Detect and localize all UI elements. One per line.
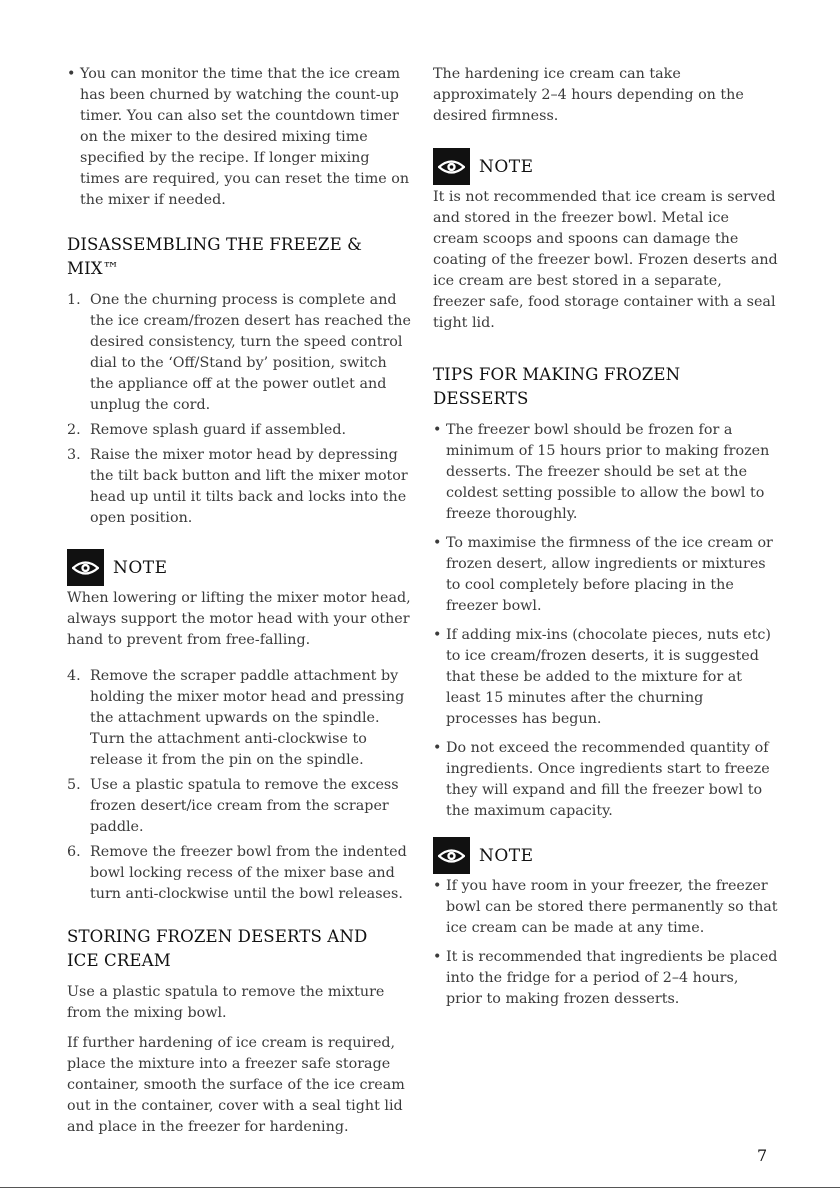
step-item [67,290,412,416]
disassembling-steps [67,290,412,529]
step-number: 3. [67,447,81,463]
step-text: Remove the freezer bowl from the indented bowl locking recess of the mixer base and turn anti-clockwise until the bowl releases. [90,844,407,902]
right-column [433,64,778,1019]
step-number: 4. [67,668,81,684]
hardening-paragraph: The hardening ice cream can take approximately 2–4 hours depending on the desired firmness. [433,66,744,124]
intro-bullet-list [67,64,412,211]
page-number: 7 [757,1146,768,1165]
tip-item: • If adding mix-ins (chocolate pieces, nuts etc) to ice cream/frozen deserts, it is suggested that these be added to the mixture for at least 15 minutes after the churning processes has begun. [433,625,778,730]
note-header [67,549,412,586]
tip-item: • To maximise the firmness of the ice cream or frozen desert, allow ingredients or mixtures to cool completely before placing in the freezer bowl. [433,533,778,617]
note-header [433,837,778,874]
disassembling-heading: DISASSEMBLING THE FREEZE & MIX™ [67,235,363,278]
step-text: Remove splash guard if assembled. [90,422,347,438]
step-text: Remove the scraper paddle attachment by holding the mixer motor head and pressing the attachment upwards on the spindle. Turn the attachment anti-clockwise to release it from the pin on the spindle. [90,668,405,768]
step-item [67,842,412,905]
step-item [67,420,412,441]
storing-heading-line1: STORING FROZEN DESERTS AND [67,927,368,946]
step-item [67,666,412,771]
step-number: 6. [67,844,81,860]
step-text: Use a plastic spatula to remove the excess frozen desert/ice cream from the scraper paddle. [90,777,399,835]
step-text: One the churning process is complete and the ice cream/frozen desert has reached the desired consistency, turn the speed control dial to the ‘Off/Stand by’ position, switch the appliance off at the power outlet and unplug the cord. [90,292,411,413]
note-bullet: • If you have room in your freezer, the freezer bowl can be stored there permanently so that ice cream can be made at any time. [433,876,778,939]
note-title: NOTE [113,557,168,578]
tip-item: • The freezer bowl should be frozen for a minimum of 15 hours prior to making frozen desserts. The freezer should be set at the coldest setting possible to allow the bowl to freeze thoroughly. [433,420,778,525]
storing-paragraph: Use a plastic spatula to remove the mixture from the mixing bowl. [67,984,385,1021]
eye-icon [433,837,470,874]
storing-paragraph: If further hardening of ice cream is required, place the mixture into a freezer safe storage container, smooth the surface of the ice cream out in the container, cover with a seal tight lid and place in the freezer for hardening. [67,1035,405,1135]
step-number: 2. [67,422,81,438]
note-title: NOTE [479,156,534,177]
bottom-divider [0,1187,840,1188]
note-header [433,148,778,185]
step-item [67,775,412,838]
note-bullet: • It is recommended that ingredients be placed into the fridge for a period of 2–4 hours, prior to making frozen desserts. [433,947,778,1010]
left-column [67,64,412,1147]
note-text: When lowering or lifting the mixer motor head, always support the motor head with your other hand to prevent from free-falling. [67,590,411,648]
storing-heading [67,925,412,973]
step-number: 5. [67,777,81,793]
note-title: NOTE [479,845,534,866]
note-bullet-list [433,876,778,1010]
tip-item: • Do not exceed the recommended quantity of ingredients. Once ingredients start to freeze they will expand and fill the freezer bowl to the maximum capacity. [433,738,778,822]
eye-icon [433,148,470,185]
eye-icon [67,549,104,586]
disassembling-steps-continued [67,666,412,905]
step-item [67,445,412,529]
storing-heading-line2: ICE CREAM [67,951,171,970]
intro-bullet: • You can monitor the time that the ice cream has been churned by watching the count-up timer. You can also set the countdown timer on the mixer to the desired mixing time specified by the recipe. If longer mixing times are required, you can reset the time on the mixer if needed. [67,64,412,211]
tips-heading: TIPS FOR MAKING FROZEN DESSERTS [433,365,681,408]
note-text: It is not recommended that ice cream is served and stored in the freezer bowl. Metal ice cream scoops and spoons can damage the coating of the freezer bowl. Frozen deserts and ice cream are best stored in a separate, freezer safe, food storage container with a seal tight lid. [433,189,778,331]
step-number: 1. [67,292,81,308]
step-text: Raise the mixer motor head by depressing the tilt back button and lift the mixer motor head up until it tilts back and locks into the open position. [90,447,408,526]
tips-list [433,420,778,822]
